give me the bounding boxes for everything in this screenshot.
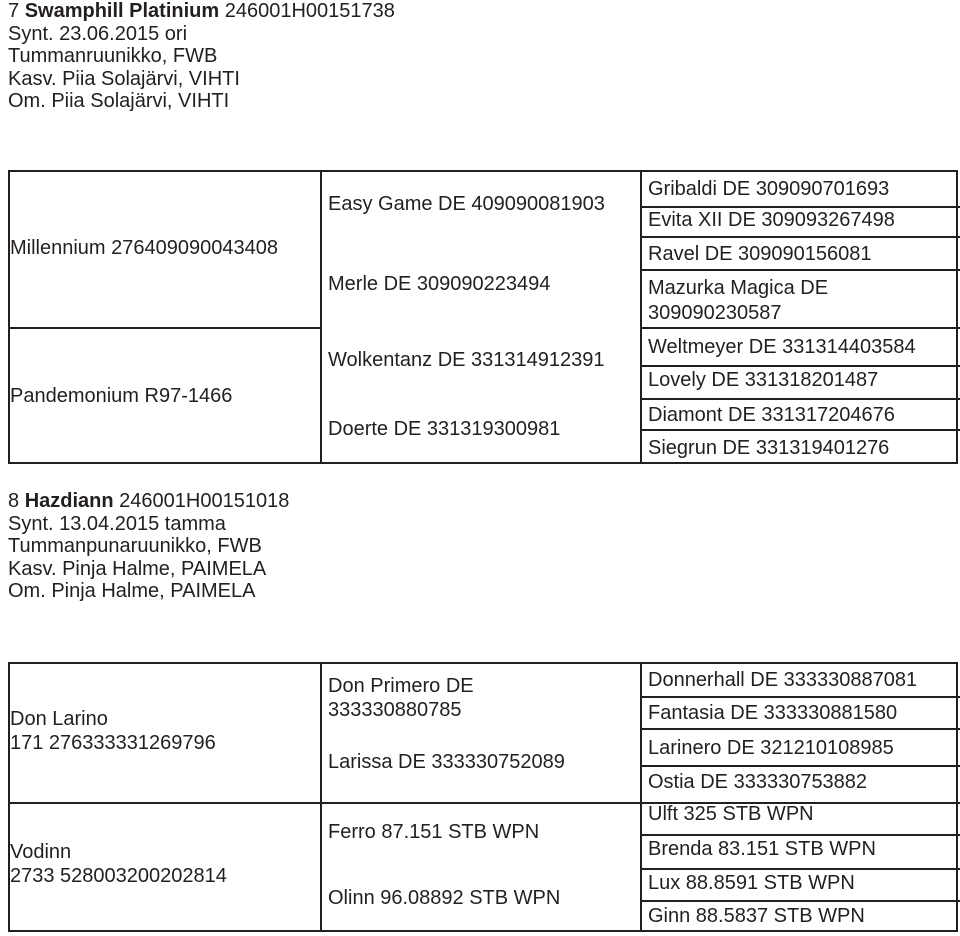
- breeder-info: Kasv. Pinja Halme, PAIMELA: [8, 557, 267, 580]
- entry-title: [8, 0, 395, 23]
- great-grandparent: Ginn 88.5837 STB WPN: [648, 905, 865, 927]
- great-grandparent: Ulft 325 STB WPN: [648, 803, 814, 825]
- color-info: Tummanpunaruunikko, FWB: [8, 535, 262, 557]
- pedigree-table-8: [8, 662, 958, 932]
- great-grandparent: Mazurka Magica DE: [648, 277, 829, 299]
- great-grandparent: Weltmeyer DE 331314403584: [648, 336, 916, 358]
- dam-dam: Doerte DE 331319300981: [328, 418, 561, 440]
- great-grandparent: Lovely DE 331318201487: [648, 369, 879, 391]
- breeder-info: Kasv. Piia Solajärvi, VIHTI: [8, 67, 240, 90]
- entry-8-header: [8, 490, 289, 603]
- great-grandparent: Diamont DE 331317204676: [648, 404, 895, 426]
- sire-dam: Larissa DE 333330752089: [328, 751, 565, 773]
- entry-7-header: [8, 0, 395, 113]
- horse-name: Hazdiann: [24, 490, 114, 512]
- dam-sire: Ferro 87.151 STB WPN: [328, 821, 540, 843]
- great-grandparent: Lux 88.8591 STB WPN: [648, 872, 855, 894]
- dam-reg: 2733 528003200202814: [10, 865, 227, 887]
- dam: Pandemonium R97-1466: [10, 385, 233, 407]
- great-grandparent: Evita XII DE 309093267498: [648, 209, 895, 231]
- sire-reg: 171 276333331269796: [10, 732, 216, 754]
- great-grandparent: Ostia DE 333330753882: [648, 771, 868, 793]
- sire-sire: Don Primero DE: [328, 675, 474, 697]
- sire-sire-reg: 333330880785: [328, 699, 462, 721]
- entry-number: 8: [8, 490, 20, 512]
- dam: Vodinn: [10, 841, 72, 863]
- great-grandparent: Siegrun DE 331319401276: [648, 437, 890, 459]
- pedigree-table-7: [8, 170, 958, 464]
- dam-sire: Wolkentanz DE 331314912391: [328, 349, 605, 371]
- registration-number: 246001H00151018: [119, 490, 290, 512]
- great-grandparent: Fantasia DE 333330881580: [648, 702, 898, 724]
- sire: Don Larino: [10, 708, 108, 730]
- birth-info: Synt. 23.06.2015 ori: [8, 22, 188, 45]
- owner-info: Om. Pinja Halme, PAIMELA: [8, 580, 256, 602]
- color-info: Tummanruunikko, FWB: [8, 45, 218, 67]
- entry-number: 7: [8, 0, 20, 22]
- birth-info: Synt. 13.04.2015 tamma: [8, 512, 226, 535]
- great-grandparent: Ravel DE 309090156081: [648, 243, 872, 265]
- horse-name: Swamphill Platinium: [24, 0, 220, 22]
- great-grandparent: 309090230587: [648, 302, 782, 324]
- sire: Millennium 276409090043408: [10, 237, 278, 259]
- great-grandparent: Larinero DE 321210108985: [648, 737, 894, 759]
- great-grandparent: Gribaldi DE 309090701693: [648, 178, 890, 200]
- great-grandparent: Donnerhall DE 333330887081: [648, 669, 918, 691]
- sire-dam: Merle DE 309090223494: [328, 273, 551, 295]
- sire-sire: Easy Game DE 409090081903: [328, 193, 605, 215]
- owner-info: Om. Piia Solajärvi, VIHTI: [8, 90, 230, 112]
- great-grandparent: Brenda 83.151 STB WPN: [648, 838, 876, 860]
- entry-title: [8, 490, 289, 513]
- registration-number: 246001H00151738: [224, 0, 395, 22]
- dam-dam: Olinn 96.08892 STB WPN: [328, 887, 561, 909]
